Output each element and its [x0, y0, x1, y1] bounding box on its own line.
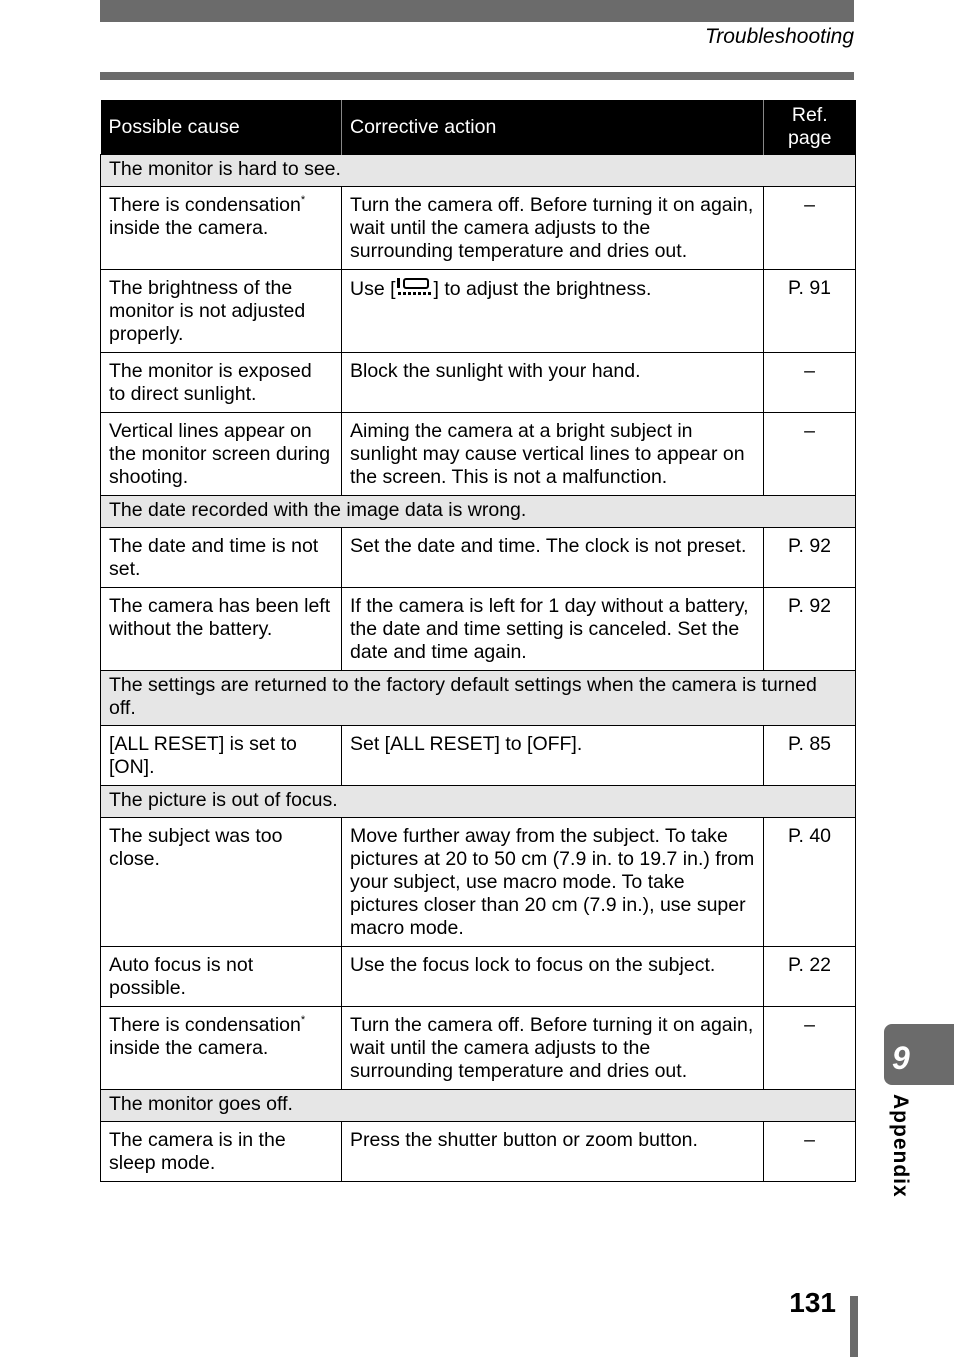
cause-text: The date and time is not set. — [109, 535, 319, 580]
action-cell — [342, 413, 764, 496]
cause-cell — [101, 353, 342, 413]
ref-page-cell: P. 85 — [764, 726, 856, 786]
cause-text: The camera is in the sleep mode. — [109, 1129, 286, 1174]
table-row — [101, 1122, 856, 1182]
action-text: If the camera is left for 1 day without a battery, the date and time setting is canceled. Set the date and time again. — [350, 595, 749, 663]
ref-page-cell: – — [764, 413, 856, 496]
action-cell — [342, 588, 764, 671]
ref-page-cell: P. 40 — [764, 818, 856, 947]
section-row — [101, 1090, 856, 1122]
table-row — [101, 187, 856, 270]
top-bar — [100, 0, 854, 22]
cause-text: There is condensation — [109, 1014, 301, 1036]
cause-cell — [101, 187, 342, 270]
section-title: The monitor goes off. — [101, 1090, 856, 1122]
action-text: Move further away from the subject. To take pictures at 20 to 50 cm (7.9 in. to 19.7 in.) from your subject, use macro mode. To take pictures closer than 20 cm (7.9 in.), use super macro mode. — [350, 825, 755, 939]
column-header-cause: Possible cause — [101, 100, 342, 155]
action-text: Use the focus lock to focus on the subject. — [350, 954, 716, 976]
cause-text-tail: inside the camera. — [109, 1037, 269, 1059]
section-title: The date recorded with the image data is wrong. — [101, 496, 856, 528]
cause-text: The brightness of the monitor is not adjusted properly. — [109, 277, 306, 345]
table-row — [101, 726, 856, 786]
page-bar — [850, 1296, 858, 1357]
table-row — [101, 588, 856, 671]
page-header-title: Troubleshooting — [704, 25, 854, 48]
footnote-marker: * — [300, 194, 306, 206]
column-header-ref — [764, 100, 856, 155]
ref-page-header-text: Ref. page — [788, 104, 832, 149]
table-row — [101, 528, 856, 588]
cause-cell — [101, 413, 342, 496]
section-title: The settings are returned to the factory default settings when the camera is turned off. — [101, 671, 856, 726]
table-header-row — [101, 100, 856, 155]
ref-page-cell: – — [764, 353, 856, 413]
ref-page-cell: P. 92 — [764, 528, 856, 588]
action-cell — [342, 947, 764, 1007]
action-text: Turn the camera off. Before turning it on again, wait until the camera adjusts to the surrounding temperature and dries out. — [350, 1014, 754, 1082]
action-cell — [342, 270, 764, 353]
chapter-number: 9 — [892, 1040, 910, 1076]
section-title: The monitor is hard to see. — [101, 155, 856, 187]
action-cell — [342, 1007, 764, 1090]
monitor-brightness-icon — [396, 277, 434, 303]
cause-cell — [101, 1122, 342, 1182]
action-text-pre: Use [ — [350, 278, 396, 300]
table-row — [101, 353, 856, 413]
section-row — [101, 496, 856, 528]
cause-text-tail: inside the camera. — [109, 217, 269, 239]
chapter-label: Appendix — [889, 1094, 912, 1198]
action-text-post: ] to adjust the brightness. — [433, 278, 652, 300]
cause-text: Vertical lines appear on the monitor screen during shooting. — [109, 420, 331, 488]
section-title: The picture is out of focus. — [101, 786, 856, 818]
section-row — [101, 786, 856, 818]
cause-cell — [101, 818, 342, 947]
cause-cell — [101, 947, 342, 1007]
table-row — [101, 818, 856, 947]
cause-cell — [101, 270, 342, 353]
column-header-action: Corrective action — [342, 100, 764, 155]
cause-cell — [101, 726, 342, 786]
table-row — [101, 270, 856, 353]
header-rule — [100, 72, 854, 80]
action-text: Turn the camera off. Before turning it on again, wait until the camera adjusts to the surrounding temperature and dries out. — [350, 194, 754, 262]
action-text: Set [ALL RESET] to [OFF]. — [350, 733, 583, 755]
cause-text: There is condensation — [109, 194, 301, 216]
action-text: Set the date and time. The clock is not preset. — [350, 535, 747, 557]
footnote-marker: * — [300, 1014, 306, 1026]
action-cell — [342, 528, 764, 588]
ref-page-cell: – — [764, 1122, 856, 1182]
cause-text: The monitor is exposed to direct sunlight. — [109, 360, 312, 405]
section-row — [101, 155, 856, 187]
table-body — [101, 155, 856, 1182]
section-row — [101, 671, 856, 726]
table-row — [101, 1007, 856, 1090]
ref-page-cell: P. 92 — [764, 588, 856, 671]
action-text: Block the sunlight with your hand. — [350, 360, 641, 382]
action-cell — [342, 353, 764, 413]
action-cell — [342, 818, 764, 947]
cause-text: [ALL RESET] is set to [ON]. — [109, 733, 297, 778]
action-text: Aiming the camera at a bright subject in sunlight may cause vertical lines to appear on the screen. This is not a malfunction. — [350, 420, 745, 488]
cause-text: The camera has been left without the battery. — [109, 595, 331, 640]
ref-page-cell: – — [764, 187, 856, 270]
action-cell — [342, 726, 764, 786]
action-text: Press the shutter button or zoom button. — [350, 1129, 698, 1151]
action-cell — [342, 1122, 764, 1182]
cause-text: The subject was too close. — [109, 825, 283, 870]
page-number: 131 — [789, 1287, 836, 1318]
cause-cell — [101, 1007, 342, 1090]
ref-page-cell: P. 22 — [764, 947, 856, 1007]
cause-cell — [101, 588, 342, 671]
action-cell — [342, 187, 764, 270]
troubleshooting-table — [100, 100, 856, 1182]
cause-text: Auto focus is not possible. — [109, 954, 254, 999]
table-row — [101, 947, 856, 1007]
cause-cell — [101, 528, 342, 588]
table-row — [101, 413, 856, 496]
ref-page-cell: P. 91 — [764, 270, 856, 353]
ref-page-cell: – — [764, 1007, 856, 1090]
